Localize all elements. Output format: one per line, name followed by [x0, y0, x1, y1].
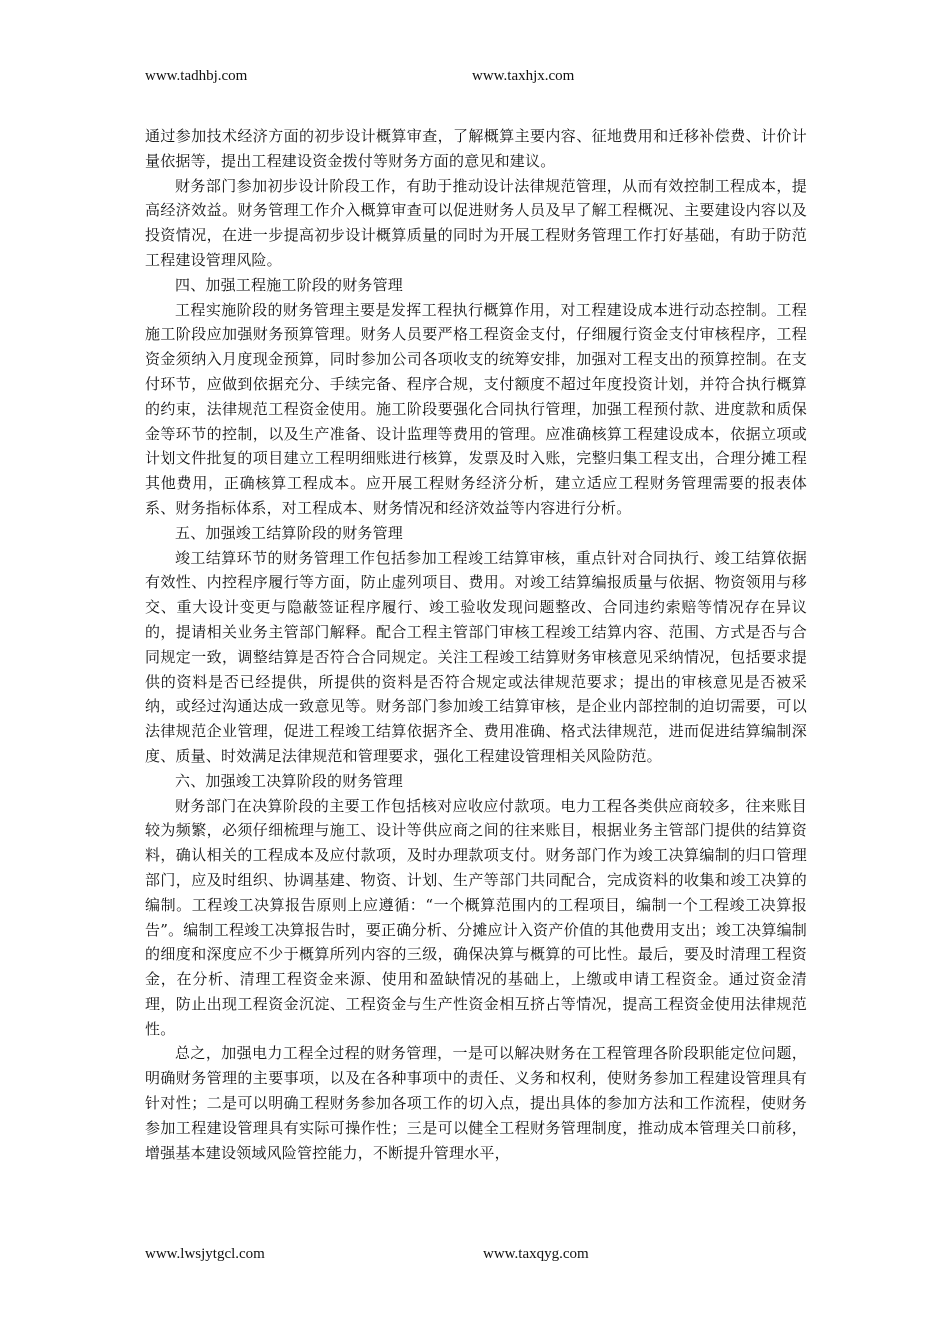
paragraph-settlement: 竣工结算环节的财务管理工作包括参加工程竣工结算审核，重点针对合同执行、竣工结算依据有效性、内控程序履行等方面，防止虚列项目、费用。对竣工结算编报质量与依据、物资领用与移交、重大设计变更与隐蔽签证程序履行、竣工验收发现问题整改、合同违约索赔等情况存在异议的，提请相关业务主管部门解释。配合工程主管部门审核工程竣工结算内容、范围、方式是否与合同规定一致，调整结算是否符合合同规定。关注工程竣工结算财务审核意见采纳情况，包括要求提供的资料是否已经提供，所提供的资料是否符合规定或法律规范要求；提出的审核意见是否被采纳，或经过沟通达成一致意见等。财务部门参加竣工结算审核，是企业内部控制的迫切需要，可以法律规范企业管理，促进工程竣工结算依据齐全、费用准确、格式法律规范，进而促进结算编制深度、质量、时效满足法律规范和管理要求，强化工程建设管理相关风险防范。 [145, 548, 807, 765]
footer-url-right: www.taxqyg.com [483, 1246, 589, 1262]
section-heading-settlement: 五、加强竣工结算阶段的财务管理 [175, 523, 404, 542]
section-heading-construction: 四、加强工程施工阶段的财务管理 [175, 275, 404, 294]
paragraph-summary: 总之，加强电力工程全过程的财务管理，一是可以解决财务在工程管理各阶段职能定位问题，明确财务管理的主要事项，以及在各种事项中的责任、义务和权利，使财务参加工程建设管理具有针对性；二是可以明确工程财务参加各项工作的切入点，提出具体的参加方法和工作流程，使财务参加工程建设管理具有实际可操作性；三是可以健全工程财务管理制度，推动成本管理关口前移，增强基本建设领域风险管控能力，不断提升管理水平， [145, 1044, 807, 1162]
document-body [145, 124, 807, 1165]
paragraph-final-accounts: 财务部门在决算阶段的主要工作包括核对应收应付款项。电力工程各类供应商较多，往来账目较为频繁，必须仔细梳理与施工、设计等供应商之间的往来账目，根据业务主管部门提供的结算资料，确认相关的工程成本及应付款项，及时办理款项支付。财务部门作为竣工决算编制的归口管理部门，应及时组织、协调基建、物资、计划、生产等部门共同配合，完成资料的收集和竣工决算的编制。工程竣工决算报告原则上应遵循：“一个概算范围内的工程项目，编制一个工程竣工决算报告”。编制工程竣工决算报告时，要正确分析、分摊应计入资产价值的其他费用支出；竣工决算编制的细度和深度应不少于概算所列内容的三级，确保决算与概算的可比性。最后，要及时清理工程资金，在分析、清理工程资金来源、使用和盈缺情况的基础上，上缴或申请工程资金。通过资金清理，防止出现工程资金沉淀、工程资金与生产性资金相互挤占等情况，提高工程资金使用法律规范性。 [145, 796, 807, 1038]
paragraph-continued: 通过参加技术经济方面的初步设计概算审查，了解概算主要内容、征地费用和迁移补偿费、计价计量依据等，提出工程建设资金拨付等财务方面的意见和建议。 [145, 127, 807, 170]
header-url-left: www.tadhbj.com [145, 68, 248, 84]
paragraph-design-stage: 财务部门参加初步设计阶段工作，有助于推动设计法律规范管理，从而有效控制工程成本，提高经济效益。财务管理工作介入概算审查可以促进财务人员及早了解工程概况、主要建设内容以及投资情况，在进一步提高初步设计概算质量的同时为开展工程财务管理工作打好基础，有助于防范工程建设管理风险。 [145, 176, 807, 269]
section-heading-final-accounts: 六、加强竣工决算阶段的财务管理 [175, 771, 404, 790]
header-url-right: www.taxhjx.com [472, 68, 575, 84]
footer-url-left: www.lwsjytgcl.com [145, 1246, 265, 1262]
paragraph-construction: 工程实施阶段的财务管理主要是发挥工程执行概算作用，对工程建设成本进行动态控制。工程施工阶段应加强财务预算管理。财务人员要严格工程资金支付，仔细履行资金支付审核程序，工程资金须纳入月度现金预算，同时参加公司各项收支的统筹安排，加强对工程支出的预算控制。在支付环节，应做到依据充分、手续完备、程序合规，支付额度不超过年度投资计划，并符合执行概算的约束，法律规范工程资金使用。施工阶段要强化合同执行管理，加强工程预付款、进度款和质保金等环节的控制，以及生产准备、设计监理等费用的管理。应准确核算工程建设成本，依据立项或计划文件批复的项目建立工程明细账进行核算，发票及时入账，完整归集工程支出，合理分摊工程其他费用，正确核算工程成本。应开展工程财务经济分析，建立适应工程财务管理需要的报表体系、财务指标体系，对工程成本、财务情况和经济效益等内容进行分析。 [145, 300, 807, 517]
